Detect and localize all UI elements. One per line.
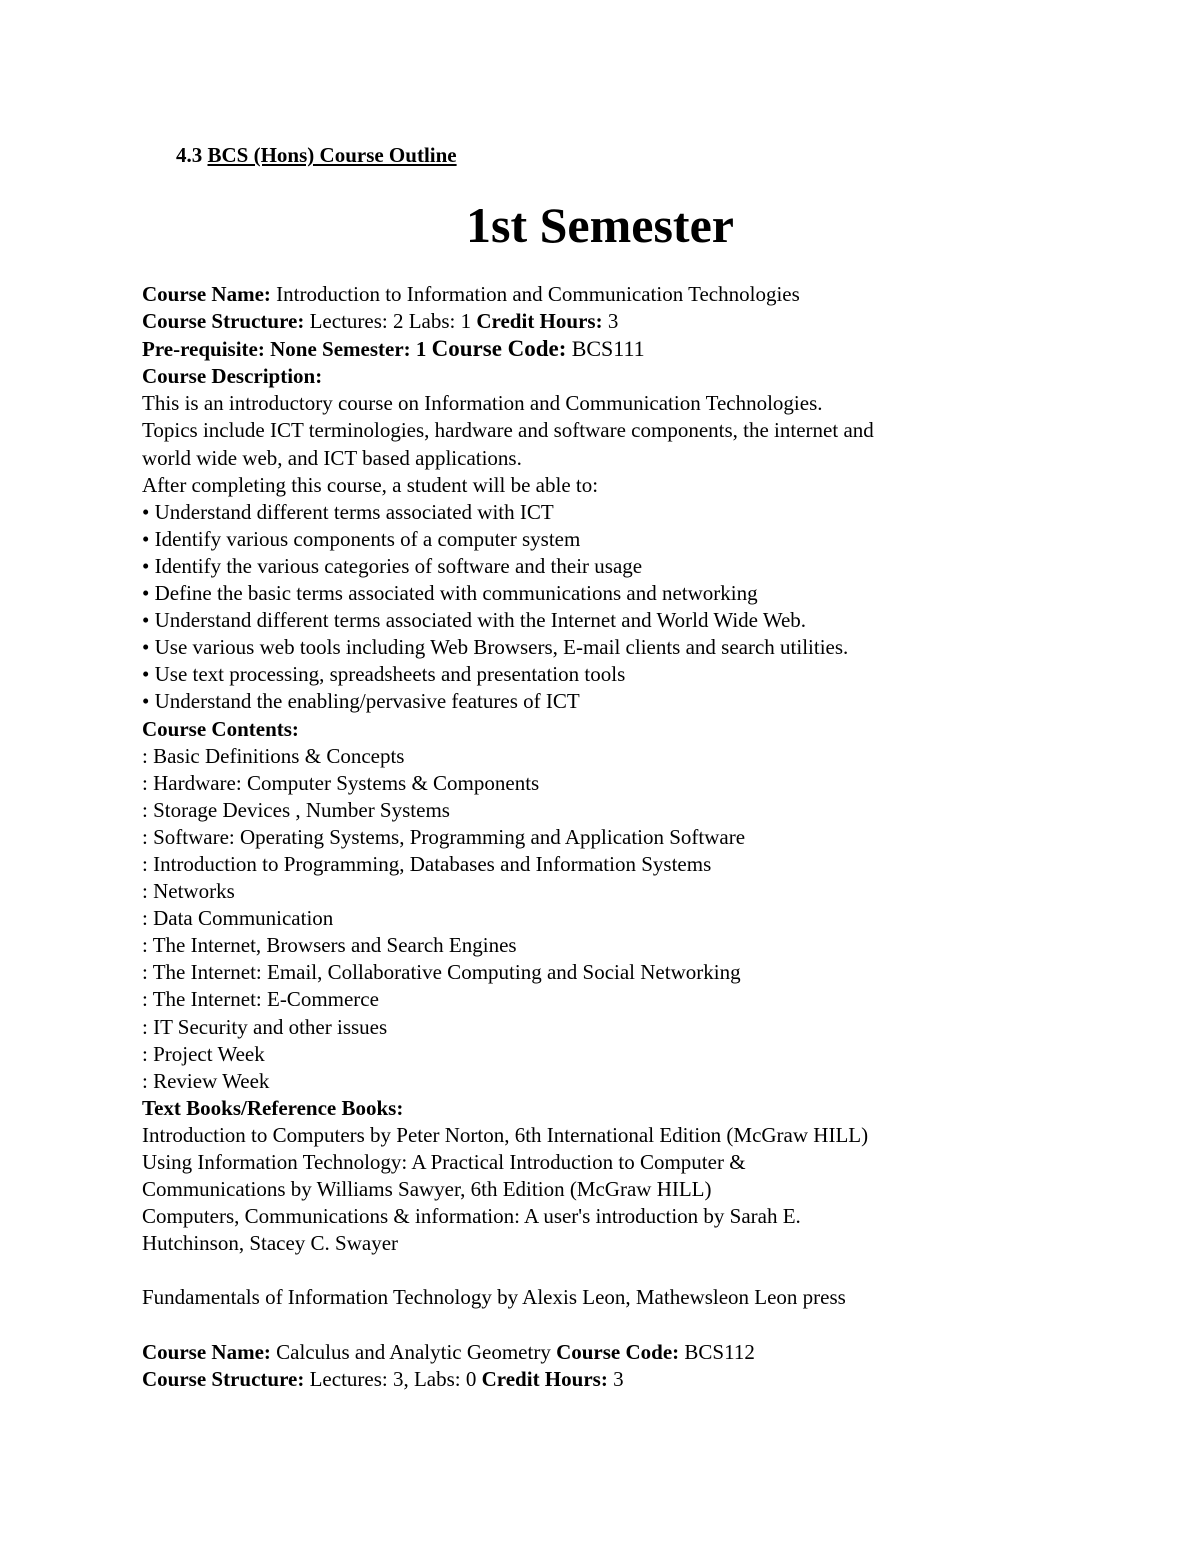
- content-item: : Basic Definitions & Concepts: [142, 743, 405, 768]
- outcome-item: • Identify various components of a computer system: [142, 526, 581, 551]
- content-item: : Review Week: [142, 1068, 270, 1093]
- outcome-item: • Understand the enabling/pervasive features of ICT: [142, 689, 580, 714]
- description-line: After completing this course, a student will be able to:: [142, 472, 599, 497]
- course-structure-line: Course Structure: Lectures: 2 Labs: 1 Credit Hours: 3: [142, 309, 619, 334]
- content-item: : Networks: [142, 879, 235, 904]
- description-label: Course Description:: [142, 364, 323, 389]
- course2-name-line: Course Name: Calculus and Analytic Geometry Course Code: BCS112: [142, 1339, 755, 1364]
- description-line: world wide web, and ICT based applications.: [142, 445, 522, 470]
- section-number: 4.3: [176, 143, 203, 167]
- content-item: : Project Week: [142, 1041, 265, 1066]
- book-line: Communications by Williams Sawyer, 6th Edition (McGraw HILL): [142, 1177, 712, 1202]
- document-body: [142, 281, 1162, 1393]
- prerequisite-line: Pre-requisite: None Semester: 1 Course Code: BCS111: [142, 336, 645, 362]
- content-item: : Data Communication: [142, 906, 334, 931]
- contents-label: Course Contents:: [142, 716, 299, 741]
- outcome-item: • Use text processing, spreadsheets and presentation tools: [142, 662, 626, 687]
- content-item: : Software: Operating Systems, Programming and Application Software: [142, 824, 746, 849]
- outcome-item: • Use various web tools including Web Browsers, E-mail clients and search utilities.: [142, 635, 849, 660]
- content-item: : IT Security and other issues: [142, 1014, 388, 1039]
- contents-list: [142, 743, 1162, 1095]
- outcome-item: • Understand different terms associated with ICT: [142, 499, 554, 524]
- course-name-line: Course Name: Introduction to Information and Communication Technologies: [142, 282, 800, 306]
- content-item: : The Internet, Browsers and Search Engines: [142, 933, 517, 958]
- course-name: Introduction to Information and Communication Technologies: [276, 282, 800, 306]
- description-line: Topics include ICT terminologies, hardware and software components, the internet and: [142, 418, 874, 443]
- course-code: BCS111: [571, 336, 645, 362]
- section-title: BCS (Hons) Course Outline: [207, 143, 457, 167]
- book-line: Introduction to Computers by Peter Norton, 6th International Edition (McGraw HILL): [142, 1122, 869, 1147]
- content-item: : Hardware: Computer Systems & Components: [142, 770, 540, 795]
- book-line: Using Information Technology: A Practical Introduction to Computer &: [142, 1150, 746, 1174]
- book-line: Computers, Communications & information: A user's introduction by Sarah E.: [142, 1204, 801, 1229]
- books-list: [142, 1122, 1162, 1257]
- outcome-item: • Define the basic terms associated with communications and networking: [142, 581, 758, 606]
- description-line: This is an introductory course on Information and Communication Technologies.: [142, 391, 823, 416]
- content-item: : The Internet: Email, Collaborative Computing and Social Networking: [142, 960, 741, 985]
- course2-structure-line: Course Structure: Lectures: 3, Labs: 0 Credit Hours: 3: [142, 1366, 624, 1391]
- content-item: : Introduction to Programming, Databases and Information Systems: [142, 851, 712, 876]
- content-item: : Storage Devices , Number Systems: [142, 797, 450, 822]
- book-line: Hutchinson, Stacey C. Swayer: [142, 1231, 399, 1256]
- books-label: Text Books/Reference Books:: [142, 1095, 404, 1120]
- content-item: : The Internet: E-Commerce: [142, 987, 379, 1012]
- outcomes-list: [142, 499, 1162, 716]
- outcome-item: • Understand different terms associated with the Internet and World Wide Web.: [142, 608, 807, 633]
- section-heading: [176, 143, 457, 168]
- description-lines: [142, 390, 1162, 498]
- outcome-item: • Identify the various categories of software and their usage: [142, 553, 643, 578]
- semester-title: 1st Semester: [466, 197, 734, 253]
- extra-book: Fundamentals of Information Technology by Alexis Leon, Mathewsleon Leon press: [142, 1285, 846, 1310]
